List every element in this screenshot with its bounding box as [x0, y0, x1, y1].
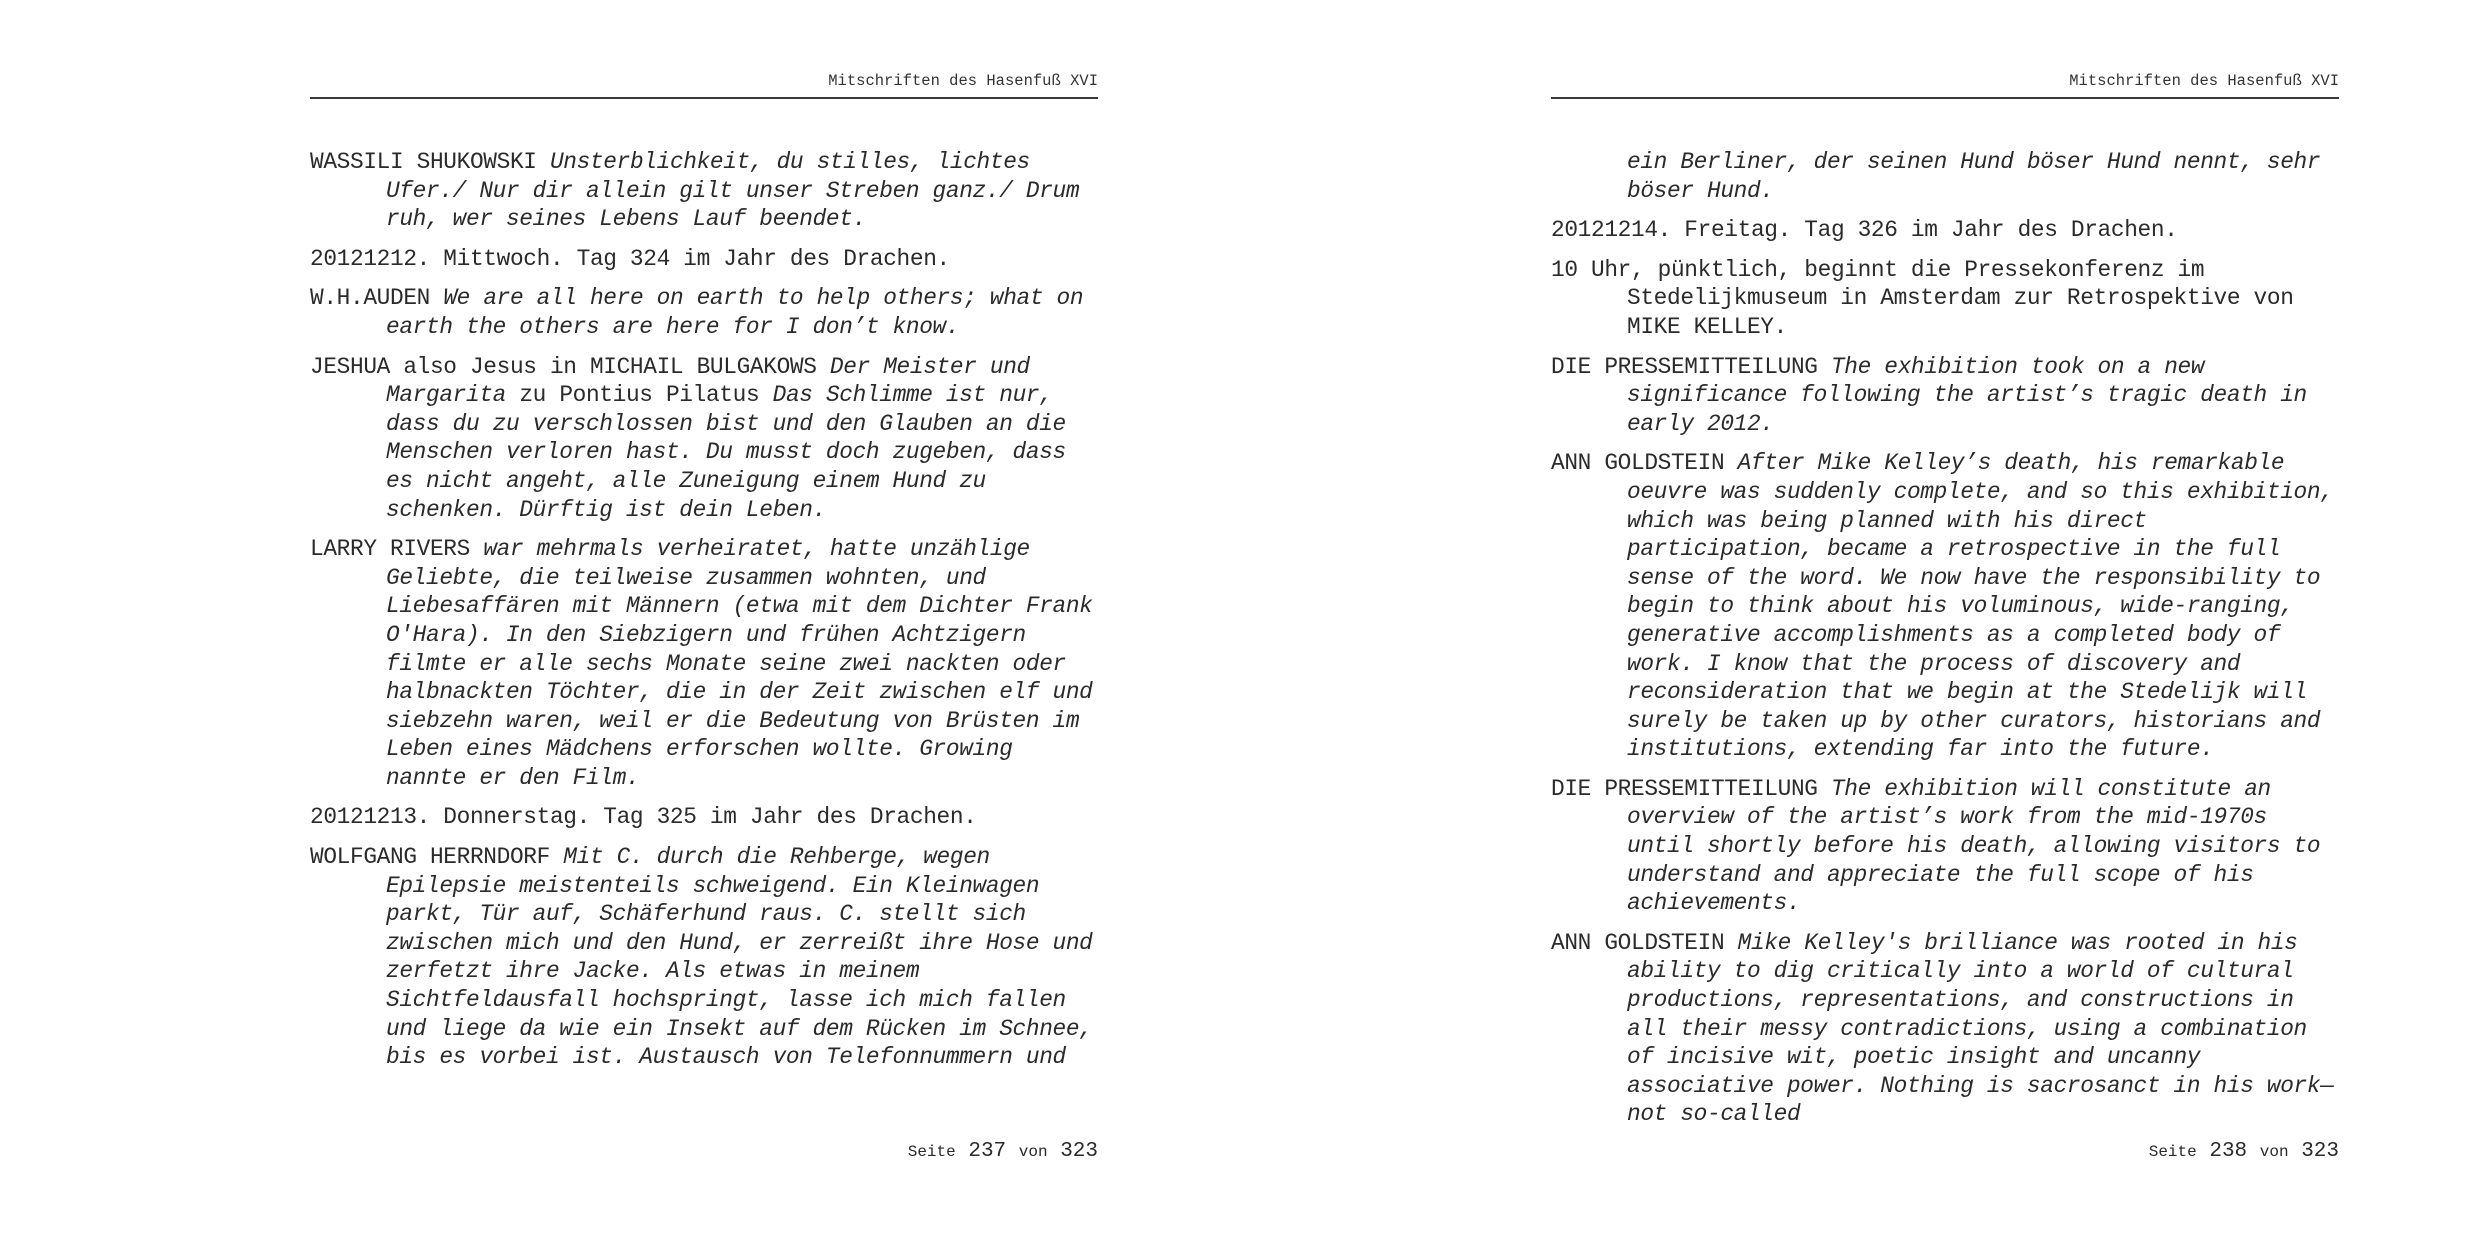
footer-von: von [1018, 1143, 1048, 1161]
page-total: 323 [2301, 1140, 2339, 1163]
page-total: 323 [1060, 1140, 1098, 1163]
left-page [310, 0, 1098, 1240]
date-text: 20121213. Donnerstag. Tag 325 im Jahr des Drachen. [310, 804, 977, 831]
quote-text: Unsterblichkeit, du stilles, lichtes Ufer./ Nur dir allein gilt unser Streben ganz./ Drum ruh, wer seines Lebens Lauf beendet. [386, 149, 1080, 233]
continuation-paragraph [1551, 148, 2339, 205]
date-line [1551, 216, 2339, 245]
speaker: ANN GOLDSTEIN [1551, 450, 1725, 477]
page-number: 237 [968, 1140, 1007, 1163]
quote-paragraph [1551, 353, 2339, 439]
header-rule [1551, 97, 2339, 99]
quote-text: Mike Kelley's brilliance was rooted in his ability to dig critically into a world of cultural productions, representations, and constructions in all their messy contradictions, using a combination of incisive wit, poetic insight and uncanny associative power. Nothing is sacrosanct in his work—not so-called [1627, 929, 2334, 1128]
quote-paragraph [310, 284, 1098, 341]
quote-text: Mit C. durch die Rehberge, wegen Epilepsie meistenteils schweigend. Ein Kleinwagen parkt, Tür auf, Schäferhund raus. C. stellt sich zwischen mich und den Hund, er zerreißt ihre Hose und zerfetzt ihre Jacke. Als etwas in meinem Sichtfeldausfall hochspringt, lasse ich mich fallen und liege da wie ein Insekt auf dem Rücken im Schnee, bis es vorbei ist. Austausch von Telefonnummern und [386, 844, 1093, 1071]
quote-text: Das Schlimme ist nur, dass du zu verschlossen bist und den Glauben an die Menschen verloren hast. Du musst doch zugeben, dass es nicht angeht, alle Zuneigung einem Hund zu schenken. Dürftig ist dein Leben. [386, 382, 1066, 523]
quote-paragraph [310, 535, 1098, 792]
quote-paragraph [310, 843, 1098, 1072]
speaker: LARRY RIVERS [310, 536, 470, 563]
quote-paragraph [1551, 929, 2339, 1129]
quote-text: After Mike Kelley’s death, his remarkable oeuvre was suddenly complete, and so this exhibition, which was being planned with his direct participation, became a retrospective in the full sense of the word. We now have the responsibility to begin to think about his voluminous, wide-ranging, generative accomplishments as a completed body of work. I know that the process of discovery and reconsideration that we begin at the Stedelijk will surely be taken up by other curators, historians and institutions, extending far into the future. [1627, 450, 2334, 763]
footer-seite: Seite [907, 1143, 956, 1161]
speaker: WASSILI SHUKOWSKI [310, 149, 537, 175]
speaker: ANN GOLDSTEIN [1551, 929, 1725, 956]
right-page [1551, 0, 2339, 1240]
quote-text: The exhibition took on a new significance following the artist’s tragic death in early 2012. [1627, 353, 2307, 437]
connector-text: zu Pontius Pilatus [519, 382, 760, 409]
footer-von: von [2259, 1143, 2289, 1161]
quote-paragraph [1551, 775, 2339, 918]
narrative-paragraph [1551, 256, 2339, 342]
page-footer [2149, 1140, 2339, 1163]
quote-text: The exhibition will constitute an overview of the artist’s work from the mid-1970s until shortly before his death, allowing visitors to understand and appreciate the full scope of his achievements. [1627, 775, 2321, 917]
page-body [1551, 148, 2339, 1140]
narrative-text: 10 Uhr, pünktlich, beginnt die Pressekonferenz im Stedelijkmuseum in Amsterdam zur Retrospektive von MIKE KELLEY. [1551, 256, 2294, 340]
quote-text: ein Berliner, der seinen Hund böser Hund nennt, sehr böser Hund. [1627, 149, 2321, 204]
quote-text: war mehrmals verheiratet, hatte unzählige Geliebte, die teilweise zusammen wohnten, und Liebesaffären mit Männern (etwa mit dem Dichter Frank O'Hara). In den Siebzigern und frühen Achtzigern filmte er alle sechs Monate seine zwei nackten oder halbnackten Töchter, die in der Zeit zwischen elf und siebzehn waren, weil er die Bedeutung von Brüsten im Leben eines Mädchens erforschen wollte. Growing nannte er den Film. [386, 536, 1093, 791]
date-text: 20121214. Freitag. Tag 326 im Jahr des Drachen. [1551, 217, 2178, 244]
page-number: 238 [2209, 1140, 2248, 1163]
book-title: Der Meister und Margarita [386, 353, 1030, 409]
date-text: 20121212. Mittwoch. Tag 324 im Jahr des Drachen. [310, 245, 950, 272]
quote-paragraph [310, 353, 1098, 525]
footer-seite: Seite [2148, 1143, 2197, 1161]
quote-text: We are all here on earth to help others; what on earth the others are here for I don’t know. [386, 285, 1084, 340]
date-line [310, 245, 1098, 274]
running-head: Mitschriften des Hasenfuß XVI [2069, 72, 2339, 90]
date-line [310, 803, 1098, 832]
speaker: JESHUA also Jesus in MICHAIL BULGAKOWS [310, 353, 817, 380]
header-rule [310, 97, 1098, 99]
quote-paragraph [310, 148, 1098, 234]
speaker: DIE PRESSEMITTEILUNG [1551, 775, 1818, 802]
speaker: WOLFGANG HERRNDORF [310, 844, 550, 871]
speaker: DIE PRESSEMITTEILUNG [1551, 353, 1818, 380]
quote-paragraph [1551, 449, 2339, 764]
speaker: W.H.AUDEN [310, 285, 430, 312]
running-head: Mitschriften des Hasenfuß XVI [828, 72, 1098, 90]
page-body [310, 148, 1098, 1083]
page-footer [908, 1140, 1098, 1163]
